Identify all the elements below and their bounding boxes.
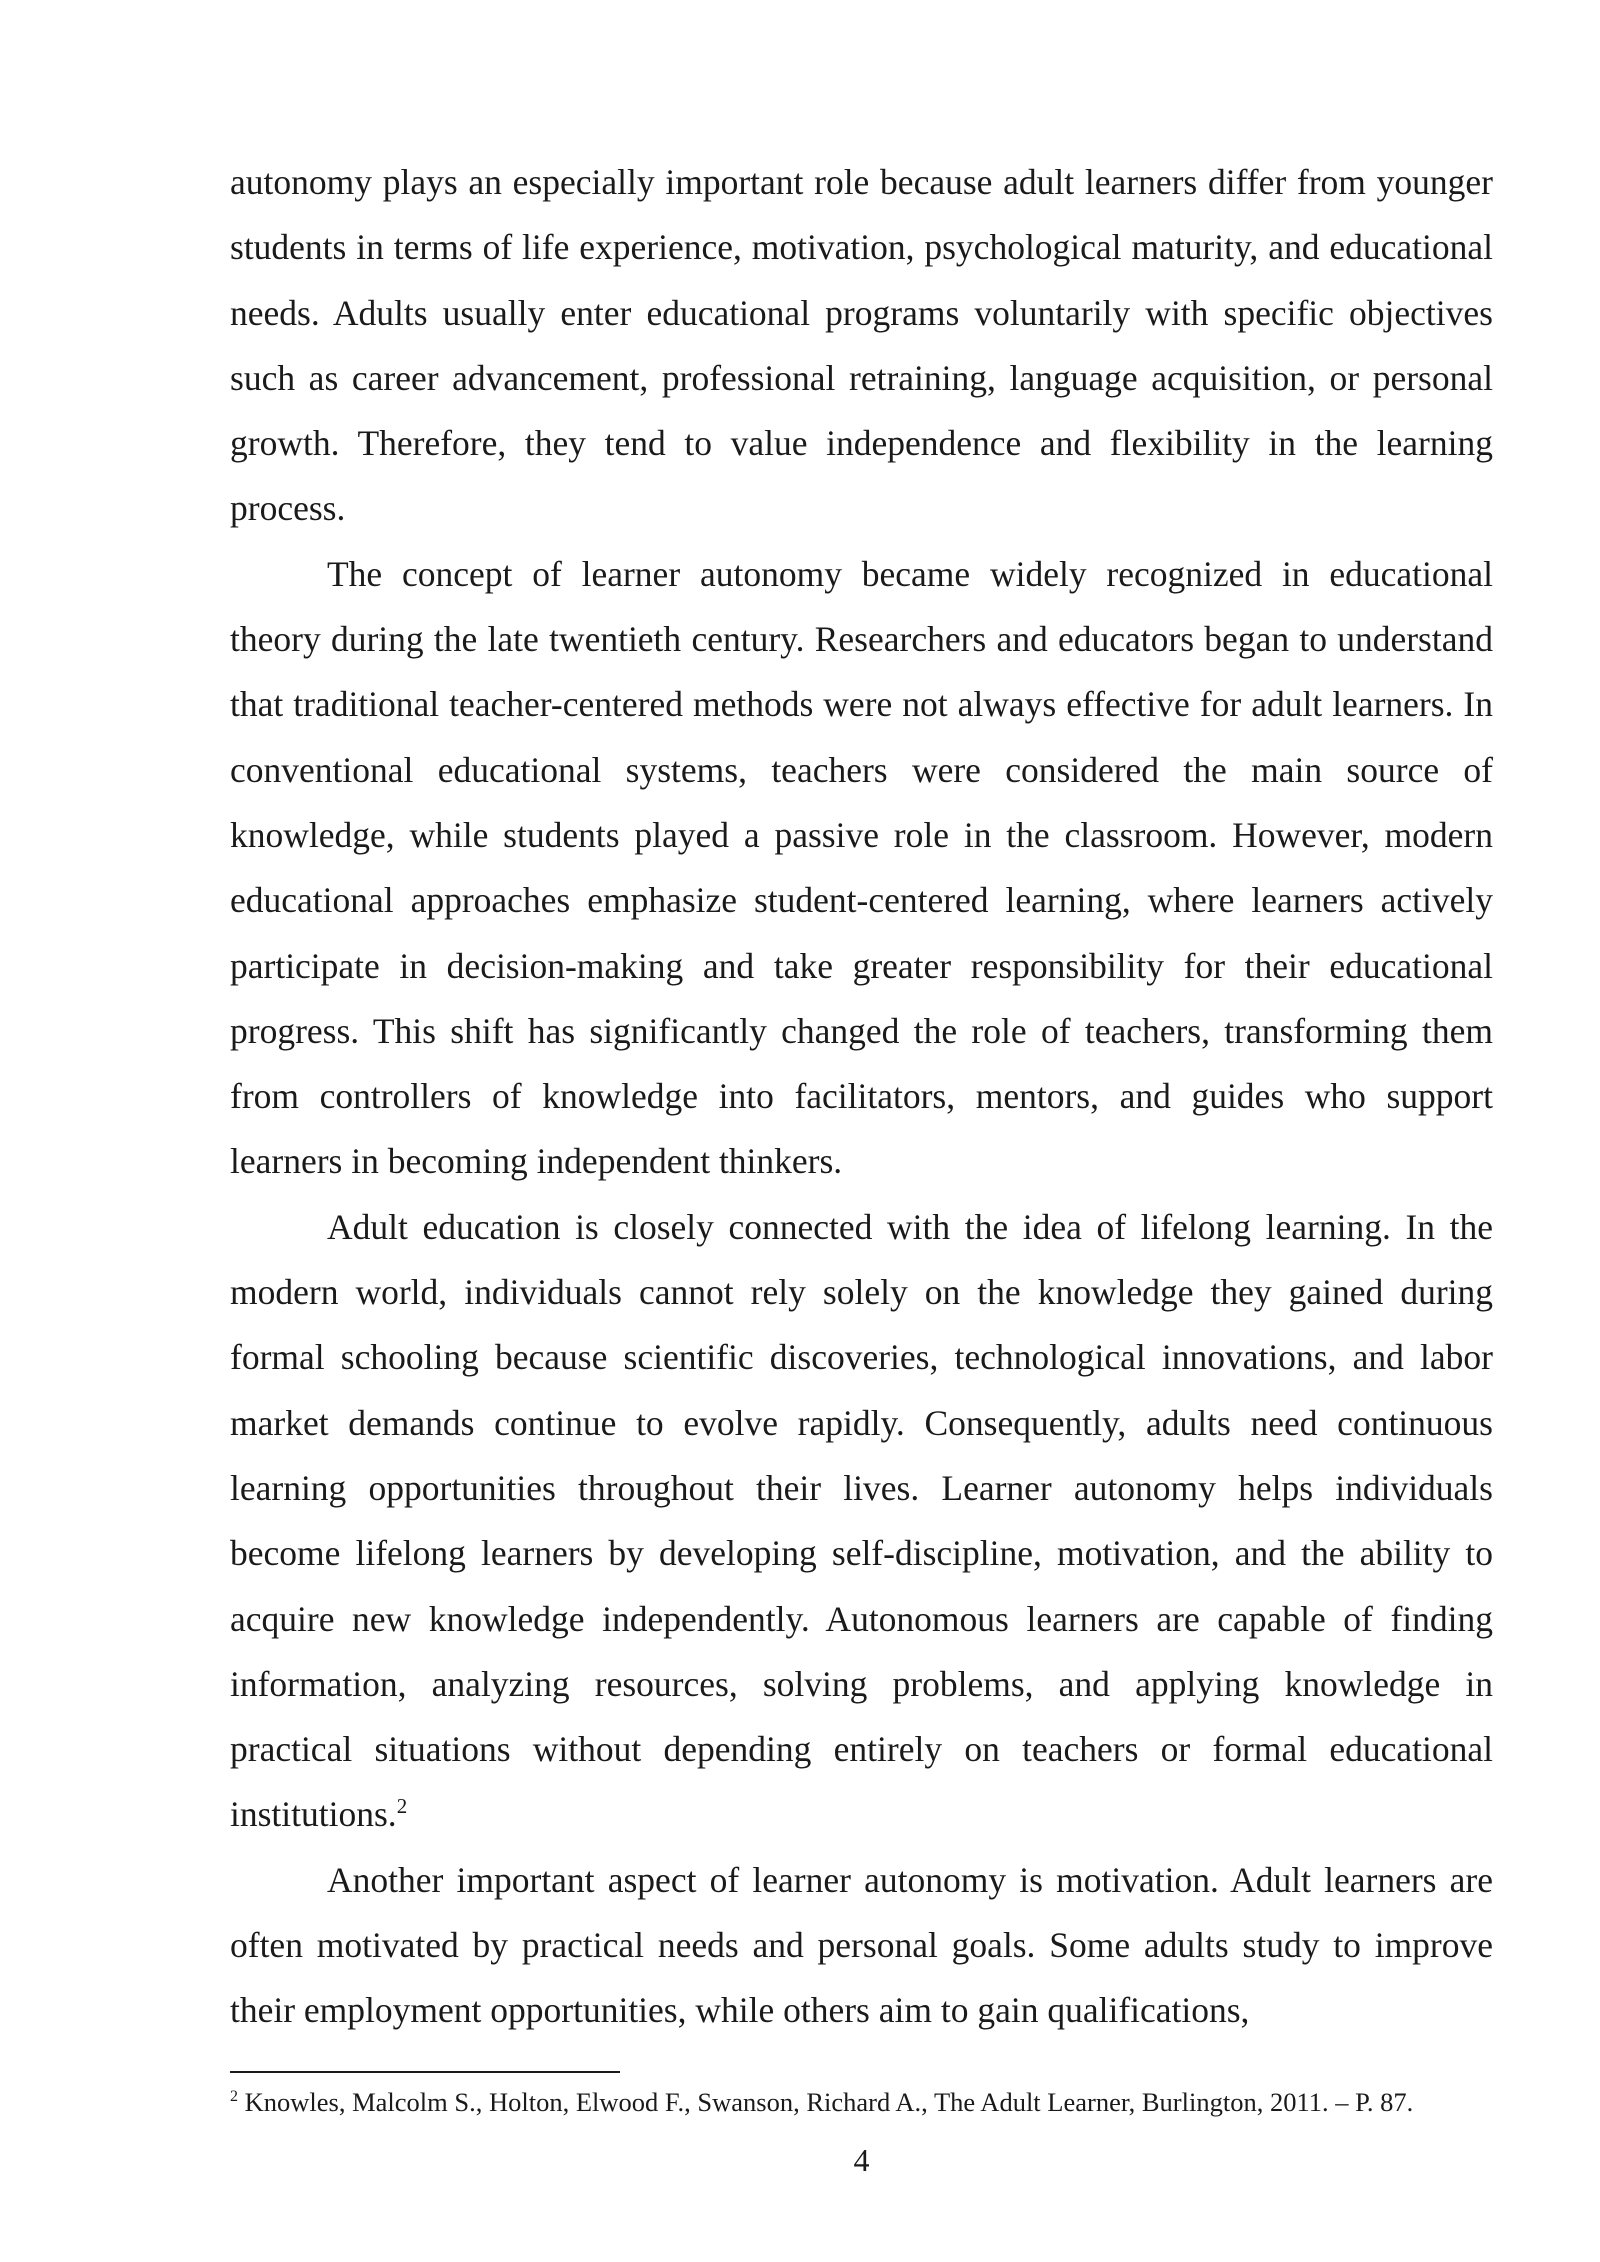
paragraph-3 bbox=[230, 1195, 1493, 1848]
paragraph-text: Adult education is closely connected with the idea of lifelong learning. In the modern world, individuals cannot rely solely on the knowledge they gained during formal schooling because scientific discoveries, technological innovations, and labor market demands continue to evolve rapidly. Consequently, adults need continuous learning opportunities throughout their lives. Learner autonomy helps individuals become lifelong learners by developing self-discipline, motivation, and the ability to acquire new knowledge independently. Autonomous learners are capable of finding information, analyzing resources, solving problems, and applying knowledge in practical situations without depending entirely on teachers or formal educational institutions. bbox=[230, 1206, 1493, 1835]
paragraph-text: autonomy plays an especially important role because adult learners differ from younger students in terms of life experience, motivation, psychological maturity, and educational needs. Adults usually enter educational programs voluntarily with specific objectives such as career advancement, professional retraining, language acquisition, or personal growth. Therefore, they tend to value independence and flexibility in the learning process. bbox=[230, 162, 1493, 529]
paragraph-4 bbox=[230, 1848, 1493, 2044]
footnote bbox=[230, 2084, 1493, 2120]
footnote-text: Knowles, Malcolm S., Holton, Elwood F., Swanson, Richard A., The Adult Learner, Burlington, 2011. – P. 87. bbox=[244, 2087, 1414, 2117]
paragraph-2 bbox=[230, 542, 1493, 1195]
paragraph-text: The concept of learner autonomy became widely recognized in educational theory during the late twentieth century. Researchers and educators began to understand that traditional teacher-centered methods were not always effective for adult learners. In conventional educational systems, teachers were considered the main source of knowledge, while students played a passive role in the classroom. However, modern educational approaches emphasize student-centered learning, where learners actively participate in decision-making and take greater responsibility for their educational progress. This shift has significantly changed the role of teachers, transforming them from controllers of knowledge into facilitators, mentors, and guides who support learners in becoming independent thinkers. bbox=[230, 553, 1493, 1182]
paragraph-text: Another important aspect of learner autonomy is motivation. Adult learners are often motivated by practical needs and personal goals. Some adults study to improve their employment opportunities, while others aim to gain qualifications, bbox=[230, 1859, 1493, 2031]
paragraph-1 bbox=[230, 150, 1493, 542]
body-text bbox=[230, 150, 1493, 2044]
footnote-separator bbox=[230, 2071, 620, 2073]
footnote-reference[interactable]: 2 bbox=[396, 1794, 408, 1819]
page-number: 4 bbox=[853, 2142, 870, 2178]
footnote-marker: 2 bbox=[230, 2088, 238, 2106]
